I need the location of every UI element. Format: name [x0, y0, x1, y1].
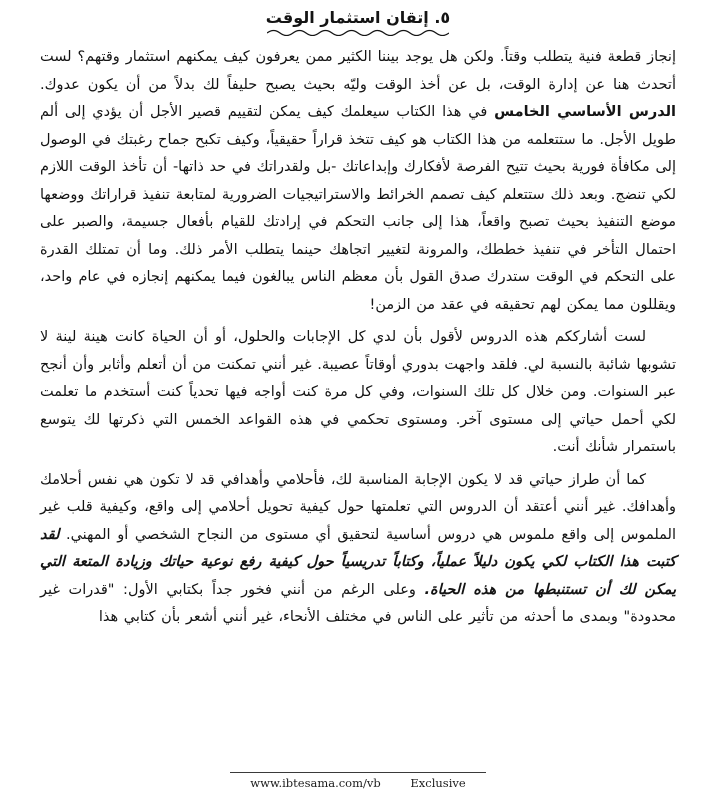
- page-footer: [0, 772, 716, 790]
- footer-url: www.ibtesama.com/vb: [250, 776, 381, 790]
- text-run: وعلى الرغم من أنني فخور جداً بكتابي الأول: "قدرات غير محدودة" وبمدى ما أحدثه من تأثير على الناس في مختلف الأنحاء، غير أنني أشعر بأن كتابي هذا: [40, 581, 676, 625]
- page-title: ٥. إتقان استثمار الوقت: [265, 8, 451, 27]
- footer-text: [0, 776, 716, 790]
- chapter-title-block: [40, 8, 676, 36]
- footer-label: Exclusive: [410, 776, 466, 790]
- text-run: كما أن طراز حياتي قد لا يكون الإجابة المناسبة لك، فأحلامي وأهدافي قد لا تكون هي نفس أحلامك وأهدافك. غير أنني أعتقد أن الدروس التي تعلمتها حول كيفية تحويل أحلامي إلى واقع، وكيفية قلب غير الملموس إلى واقع ملموس هي دروس أساسية لتحقيق أي مستوى من النجاح الشخصي أو المهني.: [40, 471, 676, 543]
- text-run-bold: الدرس الأساسي الخامس: [494, 104, 676, 120]
- body-text: [40, 44, 676, 632]
- footer-divider: [230, 772, 486, 773]
- paragraph: [40, 467, 676, 632]
- paragraph: [40, 324, 676, 462]
- text-run-bold-italic: لقد كتبت هذا الكتاب لكي يكون دليلاً عملياً، وكتاباً تدريسياً حول كيفية رفع نوعية حياتك وزيادة المتعة التي يمكن لك أن تستنبطها من هذه الحياة.: [40, 526, 677, 598]
- text-run: إنجاز قطعة فنية يتطلب وقتاً. ولكن هل يوجد بيننا الكثير ممن يعرفون كيف يمكنهم استثمار وقتهم؟ لست أتحدث هنا عن إدارة الوقت، بل عن أخذ الوقت وليّه بحيث يصبح حليفاً لك بدلاً من أن يكون عدوك.: [40, 49, 676, 93]
- paragraph: [40, 44, 676, 319]
- text-run: في هذا الكتاب سيعلمك كيف يمكن لتقييم قصير الأجل أن يؤدي إلى ألم طويل الأجل. ما ستتعلمه من هذا الكتاب هو كيف تتخذ قراراً حقيقياً، وكيف تكبح جماح رغبتك في الوصول إلى مكافأة فورية بحيث تتيح الفرصة لأفكارك وإبداعاتك -بل ولقدراتك في حد ذاتها- أن تأخذ الوقت اللازم لكي تنضج. وبعد ذلك ستتعلم كيف تصمم الخرائط والاستراتيجيات الضرورية لمتابعة تنفيذ قراراتك ووضعها موضع التنفيذ بحيث تصبح واقعاً، هذا إلى جانب التحكم في إرادتك للقيام بأفعال جسيمة، والصبر على احتمال التأخر في تنفيذ خططك، والمرونة لتغيير اتجاهك حينما يتطلب الأمر ذلك. وما أن تمتلك القدرة على التحكم في الوقت ستدرك صدق القول بأن معظم الناس يبالغون فيما يمكنهم إنجازه في عام واحد، ويقللون مما يمكن لهم تحقيقه في عقد من الزمن!: [40, 104, 676, 313]
- title-underline-decoration: [267, 28, 449, 36]
- text-run: لست أشارككم هذه الدروس لأقول بأن لدي كل الإجابات والحلول، أو أن الحياة كانت هينة لينة لا تشوبها شائبة بالنسبة لي. فلقد واجهت بدوري أوقاتاً عصيبة. غير أنني تمكنت من أن أتعلم وأثابر وأن أنجح عبر السنوات. ومن خلال كل تلك السنوات، وفي كل مرة كنت أواجه فيها تحدياً كنت أستخدم ما تعلمت لكي أحمل حياتي إلى مستوى آخر. ومستوى تحكمي في هذه القواعد الخمس التي ذكرتها لك يتوسع باستمرار شأنك أنت.: [40, 329, 676, 455]
